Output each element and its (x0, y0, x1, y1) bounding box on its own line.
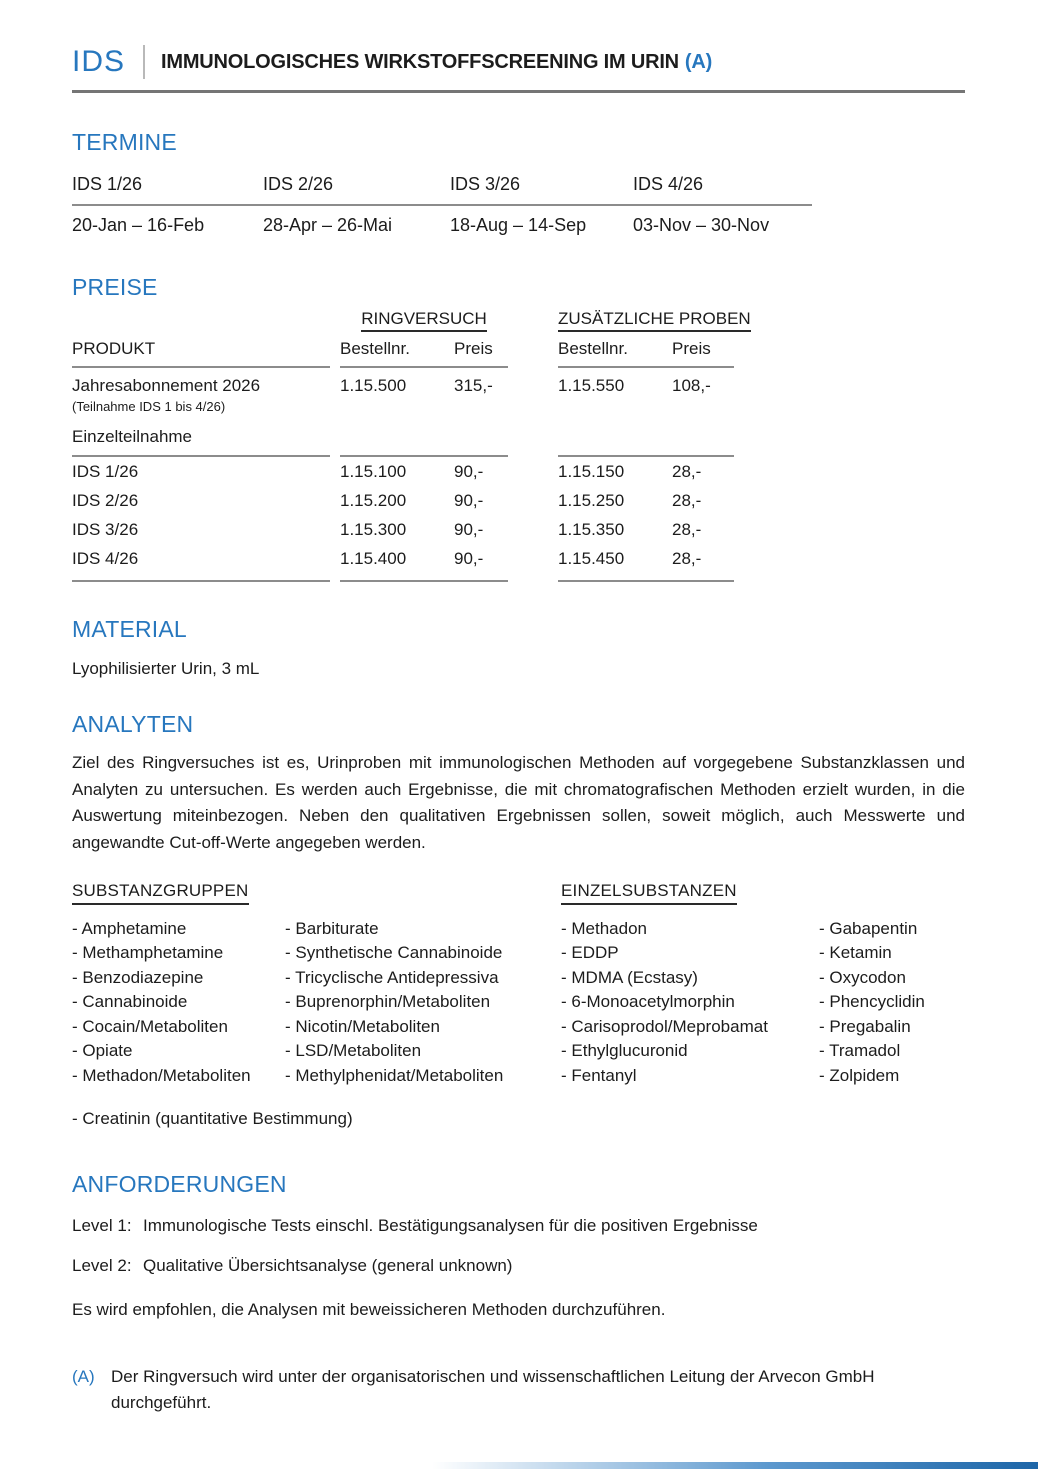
analyten-paragraph: Ziel des Ringversuches ist es, Urinproben mit immunologischen Methoden auf vorgegebene Substanzklassen und Analyten zu untersuchen. Es werden auch Ergebnisse, die mit chromatografischen Methoden erzielt wurden, in die Auswertung miteinbezogen. Neben den qualitativen Ergebnissen sollen, soweit möglich, auch Messwerte und angewandte Cut-off-Werte angegeben werden. (72, 753, 965, 853)
list-item: - Fentanyl (561, 1065, 637, 1085)
group-zusaetzliche-proben: ZUSÄTZLICHE PROBEN (558, 309, 734, 329)
einzelsubstanzen-col2 (819, 917, 965, 1089)
preise-group-header-row (72, 309, 965, 329)
termine-table (72, 174, 812, 236)
level-2-label: Level 2: (72, 1256, 132, 1276)
substance-lists (72, 881, 965, 1089)
level-2-text: Qualitative Übersichtsanalyse (general unknown) (143, 1256, 513, 1276)
list-item: - Tramadol (819, 1041, 901, 1061)
list-item: - Methylphenidat/Metaboliten (285, 1065, 504, 1085)
col-zp-preis: Preis (672, 339, 711, 358)
level-1-row (72, 1216, 965, 1236)
list-item: - Methamphetamine (72, 943, 224, 963)
list-item: - EDDP (561, 943, 619, 963)
einzelteilnahme-label: Einzelteilnahme (72, 427, 193, 446)
program-code: IDS (72, 45, 126, 78)
termine-col-3: IDS 3/26 (450, 174, 521, 194)
list-item: - 6-Monoacetylmorphin (561, 992, 735, 1012)
list-item: - Ethylglucuronid (561, 1041, 688, 1061)
preise-column-header-row (72, 339, 965, 366)
list-item: - Nicotin/Metaboliten (285, 1016, 440, 1036)
substanzgruppen-heading: SUBSTANZGRUPPEN (72, 881, 249, 905)
page-title-text: IMMUNOLOGISCHES WIRKSTOFFSCREENING IM URIN (161, 50, 679, 73)
footnote-text: Der Ringversuch wird unter der organisatorischen und wissenschaftlichen Leitung der Arvecon GmbH durchgeführt. (111, 1367, 875, 1412)
einzelsubstanzen-block (561, 881, 965, 1089)
section-analyten (72, 713, 965, 857)
recommendation-text: Es wird empfohlen, die Analysen mit beweissicheren Methoden durchzuführen. (72, 1300, 666, 1320)
list-item: - Methadon (561, 918, 647, 938)
list-item: - Barbiturate (285, 918, 379, 938)
list-item: - Cannabinoide (72, 992, 188, 1012)
termine-date-3: 18-Aug – 14-Sep (450, 215, 587, 235)
table-row: IDS 4/26 1.15.400 90,- 1.15.450 28,- (72, 548, 702, 568)
bottom-accent-bar (432, 1462, 1038, 1469)
list-item: - Opiate (72, 1041, 133, 1061)
page-title-footnote-ref: (A) (684, 50, 713, 73)
page-header (72, 42, 965, 82)
abo-rv-nr: 1.15.500 (340, 376, 407, 395)
termine-col-2: IDS 2/26 (263, 174, 334, 194)
col-zp-bestellnr: Bestellnr. (558, 339, 628, 358)
section-termine (72, 131, 965, 236)
level-1-label: Level 1: (72, 1216, 132, 1236)
level-1-text: Immunologische Tests einschl. Bestätigungsanalysen für die positiven Ergebnisse (143, 1216, 758, 1236)
list-item: - Gabapentin (819, 918, 918, 938)
termine-header-row (72, 174, 812, 204)
substanzgruppen-block (72, 881, 561, 1089)
row-jahresabonnement (72, 368, 965, 396)
list-item: - MDMA (Ecstasy) (561, 967, 698, 987)
header-rule (72, 90, 965, 93)
table-row: IDS 3/26 1.15.300 90,- 1.15.350 28,- (72, 519, 702, 539)
abo-zp-preis: 108,- (672, 376, 711, 395)
list-item: - Ketamin (819, 943, 892, 963)
material-heading: MATERIAL (72, 616, 187, 642)
list-item: - Tricyclische Antidepressiva (285, 967, 499, 987)
list-item: - Zolpidem (819, 1065, 900, 1085)
list-item: - LSD/Metaboliten (285, 1041, 422, 1061)
section-preise (72, 276, 965, 582)
substanzgruppen-col2 (285, 917, 561, 1089)
analyten-heading: ANALYTEN (72, 711, 194, 737)
col-produkt: PRODUKT (72, 339, 156, 358)
footnote (72, 1364, 965, 1415)
list-item: - Carisoprodol/Meprobamat (561, 1016, 768, 1036)
list-item: - Phencyclidin (819, 992, 925, 1012)
level-2-row (72, 1256, 965, 1276)
list-item: - Amphetamine (72, 918, 187, 938)
substanzgruppen-col1 (72, 917, 285, 1089)
termine-date-4: 03-Nov – 30-Nov (633, 215, 770, 235)
table-row: IDS 1/26 1.15.100 90,- 1.15.150 28,- (72, 461, 702, 481)
section-material (72, 618, 965, 679)
material-text: Lyophilisierter Urin, 3 mL (72, 659, 260, 678)
anforderungen-heading: ANFORDERUNGEN (72, 1171, 287, 1198)
list-item: - Pregabalin (819, 1016, 911, 1036)
termine-col-4: IDS 4/26 (633, 174, 704, 194)
section-anforderungen (72, 1173, 965, 1320)
list-item: - Synthetische Cannabinoide (285, 943, 503, 963)
termine-date-2: 28-Apr – 26-Mai (263, 215, 393, 235)
preise-bottom-rule (72, 580, 965, 582)
einzelsubstanzen-heading: EINZELSUBSTANZEN (561, 881, 737, 905)
footnote-marker: (A) (72, 1367, 95, 1387)
abo-zp-nr: 1.15.550 (558, 376, 625, 395)
group-ringversuch: RINGVERSUCH (340, 309, 508, 329)
list-item: - Buprenorphin/Metaboliten (285, 992, 491, 1012)
termine-col-1: IDS 1/26 (72, 174, 143, 194)
list-item: - Cocain/Metaboliten (72, 1016, 228, 1036)
preise-heading: PREISE (72, 274, 158, 300)
preise-table (72, 309, 965, 582)
abo-product: Jahresabonnement 2026 (72, 376, 261, 395)
abo-rv-preis: 315,- (454, 376, 493, 395)
termine-dates-row (72, 206, 812, 236)
abo-note: (Teilnahme IDS 1 bis 4/26) (72, 399, 226, 414)
list-item: - Benzodiazepine (72, 967, 204, 987)
termine-date-1: 20-Jan – 16-Feb (72, 215, 205, 235)
col-rv-bestellnr: Bestellnr. (340, 339, 410, 358)
termine-heading: TERMINE (72, 129, 177, 155)
list-item: - Methadon/Metaboliten (72, 1065, 251, 1085)
creatinin-item: - Creatinin (quantitative Bestimmung) (72, 1109, 353, 1129)
einzelsubstanzen-col1 (561, 917, 819, 1089)
page-title (161, 51, 712, 74)
header-divider (143, 45, 145, 79)
col-rv-preis: Preis (454, 339, 493, 358)
table-row: IDS 2/26 1.15.200 90,- 1.15.250 28,- (72, 490, 702, 510)
list-item: - Oxycodon (819, 967, 906, 987)
spacer (72, 309, 330, 329)
